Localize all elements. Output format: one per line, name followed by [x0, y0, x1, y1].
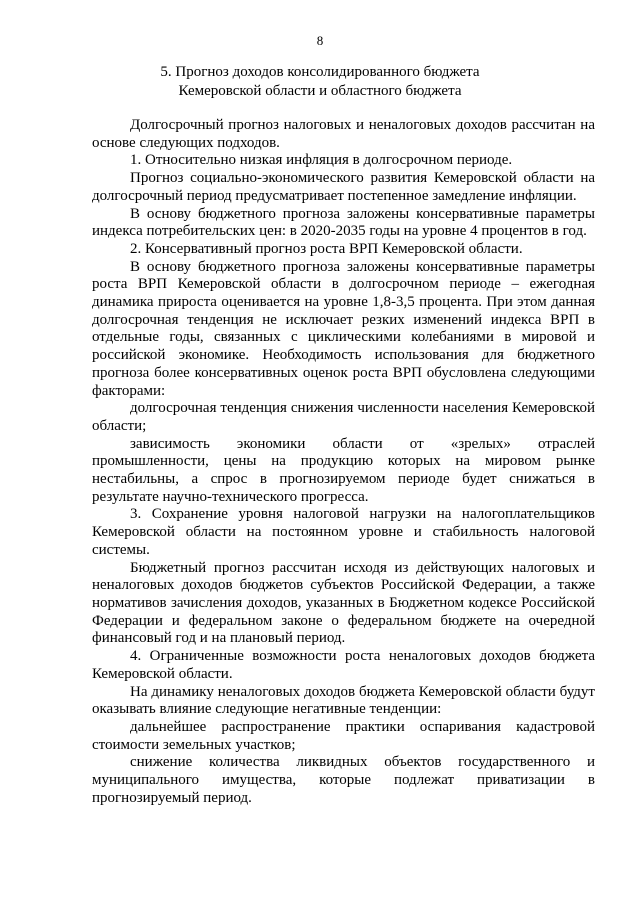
paragraph-point-1: 1. Относительно низкая инфляция в долгосрочном периоде. [130, 152, 513, 169]
paragraph-factor-industries: зависимость экономики области от «зрелых» отраслей промышленности, цены на продукцию которых на мировом рынке нестабильны, а спрос в прогнозируемом периоде будет снижаться в результате научно-технического прогресса. [92, 435, 595, 505]
paragraph-point-4: 4. Ограниченные возможности роста неналоговых доходов бюджета Кемеровской области. [92, 648, 595, 682]
page-number: 8 [316, 33, 324, 48]
paragraph-trend-privatization: снижение количества ликвидных объектов государственного и муниципального имущества, которые подлежат приватизации в прогнозируемый период. [92, 754, 595, 806]
paragraph-cpi-parameters: В основу бюджетного прогноза заложены консервативные параметры индекса потребительских цен: в 2020-2035 годы на уровне 4 процентов в год. [92, 205, 595, 240]
section-heading-line-2: Кемеровской области и областного бюджета [178, 83, 462, 99]
section-heading-line-1: 5. Прогноз доходов консолидированного бюджета [160, 64, 480, 80]
section-heading [0, 63, 640, 101]
paragraph-point-2: 2. Консервативный прогноз роста ВРП Кемеровской области. [130, 240, 523, 257]
paragraph-trend-cadastral: дальнейшее распространение практики оспаривания кадастровой стоимости земельных участков; [92, 718, 595, 753]
document-body [92, 117, 595, 807]
paragraph-factor-population: долгосрочная тенденция снижения численности населения Кемеровской области; [92, 400, 595, 434]
paragraph-budget-basis: Бюджетный прогноз рассчитан исходя из действующих налоговых и неналоговых доходов бюджетов субъектов Российской Федерации, а также нормативов зачисления доходов, указанных в Бюджетном кодексе Российской Федерации и федеральном законе о федеральном бюджете на очередной финансовый год и на плановый период. [92, 559, 595, 647]
paragraph-nontax-trends: На динамику неналоговых доходов бюджета Кемеровской области будут оказывать влияние следующие негативные тенденции: [92, 683, 595, 718]
paragraph-intro: Долгосрочный прогноз налоговых и неналоговых доходов рассчитан на основе следующих подходов. [92, 117, 595, 151]
paragraph-grp-parameters: В основу бюджетного прогноза заложены консервативные параметры роста ВРП Кемеровской области в долгосрочном периоде – ежегодная динамика прироста оценивается на уровне 1,8-3,5 процента. При этом данная долгосрочная тенденция не исключает резких изменений индекса ВРП в отдельные годы, связанных с циклическими колебаниями в мировой и российской экономике. Необходимость использования для бюджетного прогноза более консервативных оценок роста ВРП обусловлена следующими факторами: [92, 258, 595, 399]
paragraph-inflation-forecast: Прогноз социально-экономического развития Кемеровской области на долгосрочный период предусматривает постепенное замедление инфляции. [92, 170, 595, 204]
paragraph-point-3: 3. Сохранение уровня налоговой нагрузки на налогоплательщиков Кемеровской области на постоянном уровне и стабильность налоговой системы. [92, 506, 595, 558]
